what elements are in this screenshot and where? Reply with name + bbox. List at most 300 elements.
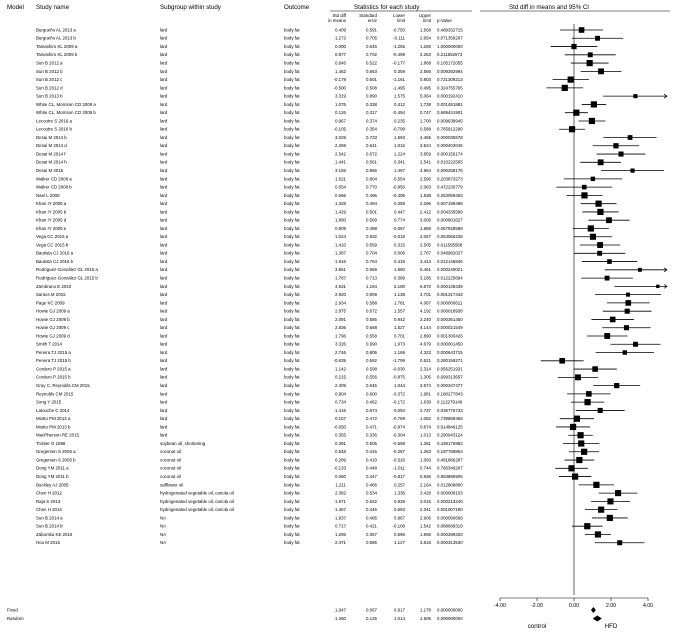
row-upper-limit-40: 0.521 [420, 358, 431, 364]
row-study-29: Rodríguez-González GL 2015 a [36, 267, 98, 273]
row-study-0: Burgueño AL 2013 a [36, 27, 76, 33]
row-lower-limit-47: -0.769 [392, 416, 405, 422]
row-outcome-62: body fat [284, 540, 300, 546]
row-outcome-19: body fat [284, 184, 300, 190]
row-study-56: Chen H 2012 [36, 490, 62, 496]
row-std-error-7: 0.508 [366, 85, 377, 91]
row-std-error-47: 0.472 [366, 416, 377, 422]
row-std-diff-19: 0.554 [335, 184, 346, 190]
row-subgroup-59: NA [160, 515, 167, 521]
row-p-value-62: 0.000313530 [437, 540, 463, 546]
row-upper-limit-22: 2.412 [420, 209, 431, 215]
row-p-value-3: 0.211552673 [437, 52, 463, 58]
row-upper-limit-16: 2.541 [420, 159, 431, 165]
point-estimate-32 [626, 293, 630, 297]
row-std-error-27: 0.704 [366, 250, 377, 256]
row-lower-limit-19: -0.956 [392, 184, 405, 190]
row-std-error-51: 0.416 [366, 449, 377, 455]
row-subgroup-18: lard [160, 176, 168, 182]
row-p-value-10: 0.689441901 [437, 110, 463, 116]
row-std-diff-16: 1.441 [335, 159, 346, 165]
row-std-diff-58: 1.467 [335, 507, 346, 513]
row-study-12: Lecoutre S 2016 b [36, 126, 72, 132]
row-std-diff-7: -0.500 [333, 85, 346, 91]
row-subgroup-6: lard [160, 77, 168, 83]
row-study-50: Trottier G 1998 [36, 440, 66, 446]
x-tick-label-0: -4.00 [494, 603, 506, 609]
row-study-38: Smith T 2014 [36, 341, 62, 347]
row-outcome-20: body fat [284, 192, 300, 198]
point-estimate-27 [597, 251, 602, 256]
row-subgroup-19: lard [160, 184, 168, 190]
row-study-22: Khan IY 2005 b [36, 209, 67, 215]
row-lower-limit-7: -1.495 [392, 85, 405, 91]
point-estimate-26 [597, 242, 603, 248]
row-outcome-26: body fat [284, 242, 300, 248]
row-std-diff-59: 1.937 [335, 515, 346, 521]
row-p-value-48: 0.914849125 [437, 424, 463, 430]
row-subgroup-52: coconut oil [160, 457, 181, 463]
row-std-error-10: 0.317 [366, 110, 377, 116]
point-estimate-59 [607, 515, 613, 521]
row-upper-limit-53: 0.744 [420, 465, 431, 471]
row-std-diff-32: 2.920 [335, 292, 346, 298]
row-lower-limit-32: 1.138 [394, 292, 405, 298]
point-estimate-6 [568, 77, 574, 83]
row-subgroup-21: lard [160, 201, 168, 207]
row-std-error-53: 0.448 [366, 465, 377, 471]
row-p-value-53: 0.766349297 [437, 465, 463, 471]
row-subgroup-57: hydrogenated vegetable oil, canola oil [160, 498, 234, 504]
row-study-55: Buckley AJ 2005 [36, 482, 69, 488]
point-estimate-24 [588, 225, 594, 231]
row-std-error-14: 0.641 [366, 143, 377, 149]
row-study-20: Nael L 2008 [36, 192, 60, 198]
row-lower-limit-61: 0.596 [394, 531, 405, 537]
row-std-error-28: 0.764 [366, 258, 377, 264]
row-std-diff-20: 0.566 [335, 192, 346, 198]
row-p-value-55: 0.012808800 [437, 482, 463, 488]
row-std-diff-39: 2.746 [335, 349, 346, 355]
row-study-9: White CL, Morrison CD 2009 a [36, 101, 96, 107]
row-outcome-1: body fat [284, 35, 300, 41]
row-std-diff-23: 1.890 [335, 217, 346, 223]
row-upper-limit-57: 3.015 [420, 498, 431, 504]
row-lower-limit-58: 0.593 [394, 507, 405, 513]
row-std-diff-45: 0.734 [335, 399, 346, 405]
row-std-error-17: 0.866 [366, 167, 377, 173]
point-estimate-49 [577, 432, 583, 438]
row-subgroup-14: lard [160, 143, 168, 149]
row-p-value-22: 0.004335589 [437, 209, 463, 215]
point-estimate-22 [597, 209, 603, 215]
row-study-11: Lecoutre S 2016 a [36, 118, 72, 124]
row-lower-limit-49: -0.304 [392, 432, 405, 438]
point-estimate-44 [586, 391, 592, 397]
row-subgroup-49: lard [160, 432, 168, 438]
row-lower-limit-16: 0.341 [394, 159, 405, 165]
row-upper-limit-1: 2.654 [420, 35, 431, 41]
row-study-57: Raja S 2013 [36, 498, 61, 504]
row-study-39: Pereira TJ 2015 a [36, 349, 71, 355]
row-lower-limit-57: 0.928 [394, 498, 405, 504]
row-upper-limit-32: 4.701 [420, 292, 431, 298]
row-upper-limit-3: 2.253 [420, 52, 431, 58]
row-std-diff-18: 1.021 [335, 176, 346, 182]
row-study-41: Cordero P 2015 a [36, 366, 71, 372]
row-std-diff-27: 1.387 [335, 250, 346, 256]
row-upper-limit-9: 1.738 [420, 101, 431, 107]
row-p-value-45: 0.112279149 [437, 399, 463, 405]
row-std-error-21: 0.494 [366, 201, 377, 207]
row-lower-limit-52: -0.516 [392, 457, 405, 463]
row-upper-limit-11: 1.700 [420, 118, 431, 124]
point-estimate-34 [625, 309, 630, 314]
point-estimate-0 [579, 27, 585, 33]
row-std-error-24: 0.498 [366, 225, 377, 231]
row-std-diff-13: 3.029 [335, 134, 346, 140]
row-lower-limit-28: 0.419 [394, 258, 405, 264]
row-std-diff-52: 0.289 [335, 457, 346, 463]
point-estimate-16 [598, 159, 604, 165]
row-lower-limit-40: -1.799 [392, 358, 405, 364]
summary-diamond-0 [591, 607, 596, 613]
row-std-diff-53: -0.133 [333, 465, 346, 471]
point-estimate-39 [623, 350, 627, 354]
p-value-header: p-Value [437, 18, 452, 23]
row-outcome-49: body fat [284, 432, 300, 438]
point-estimate-51 [581, 449, 587, 455]
row-p-value-16: 0.010222565 [437, 159, 463, 165]
row-outcome-28: body fat [284, 258, 300, 264]
row-lower-limit-10: -0.494 [392, 110, 405, 116]
row-outcome-29: body fat [284, 267, 300, 273]
row-std-diff-51: 0.548 [335, 449, 346, 455]
row-lower-limit-44: -0.372 [392, 391, 405, 397]
row-upper-limit-27: 2.767 [420, 250, 431, 256]
row-std-diff-0: 0.409 [335, 27, 346, 33]
row-std-error-20: 0.496 [366, 192, 377, 198]
row-upper-limit-37: 2.890 [420, 333, 431, 339]
row-std-error-33: 0.588 [366, 300, 377, 306]
row-lower-limit-43: 1.044 [394, 383, 405, 389]
row-outcome-8: body fat [284, 93, 300, 99]
row-study-1: Burgueño AL 2013 b [36, 35, 76, 41]
row-study-52: Gregersen S 2005 b [36, 457, 76, 463]
row-std-error-29: 0.969 [366, 267, 377, 273]
row-lower-limit-18: -0.554 [392, 176, 405, 182]
point-estimate-30 [605, 276, 610, 281]
point-estimate-40 [559, 358, 565, 364]
row-study-54: Dong YM 2011 b [36, 473, 69, 479]
row-lower-limit-11: 0.235 [394, 118, 405, 124]
row-outcome-23: body fat [284, 217, 300, 223]
point-estimate-50 [578, 440, 584, 446]
row-std-error-45: 0.462 [366, 399, 377, 405]
row-std-error-0: 0.591 [366, 27, 377, 33]
point-estimate-9 [591, 101, 597, 107]
row-upper-limit-47: 1.082 [420, 416, 431, 422]
row-std-error-55: 0.486 [366, 482, 377, 488]
row-outcome-2: body fat [284, 43, 300, 49]
row-upper-limit-30: 3.185 [420, 275, 431, 281]
summary-std-error-0: 0.067 [366, 607, 377, 613]
row-outcome-22: body fat [284, 209, 300, 215]
row-lower-limit-46: 0.094 [394, 407, 405, 413]
row-study-7: Sun B 2012 d [36, 85, 63, 91]
row-p-value-8: 0.000192410 [437, 93, 463, 99]
row-upper-limit-52: 1.093 [420, 457, 431, 463]
row-study-3: Tamashiro KL 2009 b [36, 52, 78, 58]
row-std-diff-34: 2.875 [335, 308, 346, 314]
row-std-error-48: 0.471 [366, 424, 377, 430]
row-std-diff-31: 4.531 [335, 283, 346, 289]
row-subgroup-33: lard [160, 300, 168, 306]
row-lower-limit-12: -0.799 [392, 126, 405, 132]
row-study-48: Miotto PM 2013 b [36, 424, 71, 430]
row-subgroup-5: lard [160, 68, 168, 74]
point-estimate-20 [581, 192, 587, 198]
row-outcome-24: body fat [284, 225, 300, 231]
row-std-diff-14: 2.268 [335, 143, 346, 149]
summary-std-diff-1: 1.260 [335, 615, 346, 621]
row-p-value-39: 0.000643715 [437, 349, 463, 355]
row-std-diff-38: 3.326 [335, 341, 346, 347]
row-subgroup-32: lard [160, 292, 168, 298]
row-subgroup-38: lard [160, 341, 168, 347]
row-upper-limit-58: 2.341 [420, 507, 431, 513]
row-outcome-31: body fat [284, 283, 300, 289]
row-p-value-46: 0.035776733 [437, 407, 463, 413]
row-study-23: Khan IY 2005 d [36, 217, 67, 223]
row-outcome-15: body fat [284, 151, 300, 157]
row-subgroup-31: lard [160, 283, 168, 289]
std-diff-header-1: Std diff [332, 13, 346, 18]
row-subgroup-1: lard [160, 35, 168, 41]
point-estimate-54 [572, 473, 578, 479]
row-outcome-60: body fat [284, 523, 300, 529]
point-estimate-13 [628, 135, 633, 140]
row-p-value-56: 0.000008103 [437, 490, 463, 496]
point-estimate-56 [615, 490, 621, 496]
summary-model-1: Random [7, 615, 24, 621]
row-study-27: Bautista CJ 2016 a [36, 250, 74, 256]
row-lower-limit-1: -0.111 [393, 35, 405, 41]
row-std-diff-50: 0.391 [335, 440, 346, 446]
row-upper-limit-20: 1.538 [420, 192, 431, 198]
row-outcome-55: body fat [284, 482, 300, 488]
row-subgroup-0: lard [160, 27, 168, 33]
point-estimate-60 [584, 523, 590, 529]
row-outcome-38: body fat [284, 341, 300, 347]
row-study-10: White CL, Morrison CD 2009 b [36, 110, 96, 116]
row-outcome-36: body fat [284, 325, 300, 331]
row-lower-limit-2: -1.265 [392, 43, 405, 49]
row-p-value-47: 0.739859459 [437, 416, 463, 422]
row-outcome-10: body fat [284, 110, 300, 116]
row-lower-limit-26: 0.315 [394, 242, 405, 248]
row-std-diff-9: 1.075 [335, 101, 346, 107]
row-std-error-52: 0.410 [366, 457, 377, 463]
row-upper-limit-43: 3.574 [420, 383, 431, 389]
point-estimate-21 [595, 201, 601, 207]
row-std-error-31: 1.194 [366, 283, 377, 289]
row-subgroup-30: lard [160, 275, 168, 281]
lower-limit-header-2: limit [397, 18, 405, 23]
row-lower-limit-48: -0.974 [392, 424, 405, 430]
row-upper-limit-4: 1.868 [420, 60, 431, 66]
row-lower-limit-51: -0.267 [392, 449, 405, 455]
x-tick-label-1: -2.00 [531, 603, 543, 609]
row-std-error-5: 0.563 [366, 68, 377, 74]
row-std-diff-40: -0.639 [333, 358, 346, 364]
row-p-value-24: 0.067928589 [437, 225, 463, 231]
row-upper-limit-33: 4.087 [420, 300, 431, 306]
row-p-value-57: 0.000213240 [437, 498, 463, 504]
row-std-error-2: 0.645 [366, 43, 377, 49]
row-lower-limit-9: 0.412 [394, 101, 405, 107]
row-std-diff-37: 1.796 [335, 333, 346, 339]
row-upper-limit-28: 3.413 [420, 258, 431, 264]
row-subgroup-44: lard [160, 391, 168, 397]
row-subgroup-56: hydrogenated vegetable oil, canola oil [160, 490, 234, 496]
row-std-error-23: 0.569 [366, 217, 377, 223]
row-lower-limit-29: 1.660 [394, 267, 405, 273]
point-estimate-19 [582, 185, 587, 190]
row-p-value-5: 0.009392994 [437, 68, 463, 74]
row-outcome-3: body fat [284, 52, 300, 58]
row-outcome-17: body fat [284, 167, 300, 173]
row-p-value-11: 0.009638945 [437, 118, 463, 124]
point-estimate-8 [633, 94, 637, 98]
row-outcome-11: body fat [284, 118, 300, 124]
row-study-21: Khan IY 2005 a [36, 201, 67, 207]
row-study-26: Vega CC 2015 b [36, 242, 69, 248]
x-tick-label-4: 4.00 [642, 603, 654, 609]
row-subgroup-34: lard [160, 308, 168, 314]
row-outcome-5: body fat [284, 68, 300, 74]
row-upper-limit-29: 5.461 [420, 267, 431, 273]
hfd-label: HFD [604, 623, 618, 630]
row-upper-limit-5: 2.565 [420, 68, 431, 74]
row-lower-limit-59: 0.967 [394, 515, 405, 521]
row-std-error-39: 0.805 [366, 349, 377, 355]
point-estimate-42 [575, 374, 581, 380]
row-subgroup-51: coconut oil [160, 449, 181, 455]
row-upper-limit-21: 2.296 [420, 201, 431, 207]
row-subgroup-58: hydrogenated vegetable oil, canola oil [160, 507, 234, 513]
row-subgroup-26: lard [160, 242, 168, 248]
row-p-value-19: 0.472230779 [437, 184, 463, 190]
row-std-diff-60: 0.717 [335, 523, 346, 529]
row-outcome-50: body fat [284, 440, 300, 446]
row-lower-limit-21: 0.359 [394, 201, 405, 207]
row-subgroup-50: soybean oil, shortening [160, 440, 206, 446]
point-estimate-5 [598, 68, 604, 74]
row-std-diff-46: 1.416 [335, 407, 346, 413]
row-outcome-37: body fat [284, 333, 300, 339]
row-upper-limit-26: 2.505 [420, 242, 431, 248]
row-p-value-43: 0.000347477 [437, 383, 463, 389]
row-outcome-6: body fat [284, 77, 300, 83]
row-p-value-41: 0.056251931 [437, 366, 463, 372]
row-study-34: Howie GJ 2009 a [36, 308, 70, 314]
row-std-error-59: 0.495 [366, 515, 377, 521]
row-upper-limit-31: 6.872 [420, 283, 431, 289]
point-estimate-28 [607, 259, 612, 264]
row-std-error-37: 0.558 [366, 333, 377, 339]
row-lower-limit-23: 0.774 [394, 217, 405, 223]
row-lower-limit-8: 1.575 [394, 93, 405, 99]
summary-p-value-0: 0.000000000 [437, 607, 463, 613]
row-p-value-51: 0.187768863 [437, 449, 463, 455]
row-std-diff-56: 2.382 [335, 490, 346, 496]
row-std-diff-26: 1.410 [335, 242, 346, 248]
row-upper-limit-12: 0.588 [420, 126, 431, 132]
row-std-error-4: 0.522 [366, 60, 377, 66]
row-outcome-43: body fat [284, 383, 300, 389]
row-std-diff-30: 1.787 [335, 275, 346, 281]
row-subgroup-36: lard [160, 325, 168, 331]
row-std-error-57: 0.532 [366, 498, 377, 504]
row-study-15: Desai M 2014 f [36, 151, 66, 157]
row-upper-limit-56: 3.428 [420, 490, 431, 496]
point-estimate-14 [613, 143, 618, 148]
row-std-error-19: 0.770 [366, 184, 377, 190]
row-upper-limit-10: 0.747 [420, 110, 431, 116]
row-p-value-23: 0.000901627 [437, 217, 463, 223]
row-subgroup-17: lard [160, 167, 168, 173]
row-study-17: Desai M 2015 [36, 167, 64, 173]
point-estimate-45 [584, 399, 590, 405]
row-subgroup-48: lard [160, 424, 168, 430]
point-estimate-43 [614, 383, 619, 388]
row-outcome-41: body fat [284, 366, 300, 372]
row-std-diff-33: 2.934 [335, 300, 346, 306]
row-subgroup-54: coconut oil [160, 473, 181, 479]
statistics-header: Statistics for each study [354, 4, 420, 11]
row-upper-limit-17: 4.864 [420, 167, 431, 173]
row-lower-limit-3: -0.499 [392, 52, 405, 58]
row-study-30: Rodríguez-González GL 2015 b [36, 275, 98, 281]
row-std-error-35: 0.586 [366, 316, 377, 322]
row-upper-limit-44: 1.981 [420, 391, 431, 397]
point-estimate-48 [570, 424, 576, 430]
row-std-error-22: 0.501 [366, 209, 377, 215]
row-outcome-54: body fat [284, 473, 300, 479]
row-std-error-41: 0.598 [366, 366, 377, 372]
point-estimate-58 [598, 507, 604, 513]
row-std-diff-44: 0.804 [335, 391, 346, 397]
row-subgroup-22: lard [160, 209, 168, 215]
row-outcome-51: body fat [284, 449, 300, 455]
row-std-diff-47: 0.157 [335, 416, 346, 422]
row-subgroup-39: lard [160, 349, 168, 355]
row-lower-limit-4: -0.177 [392, 60, 405, 66]
row-study-46: Latouche C 2014 [36, 407, 70, 413]
row-outcome-33: body fat [284, 300, 300, 306]
row-outcome-58: body fat [284, 507, 300, 513]
row-p-value-25: 0.054066228 [437, 234, 463, 240]
row-std-diff-25: 1.024 [335, 234, 346, 240]
row-std-error-18: 0.804 [366, 176, 377, 182]
summary-std-error-1: 0.125 [366, 615, 377, 621]
row-upper-limit-48: 0.874 [420, 424, 431, 430]
row-study-62: Hou M 2015 [36, 540, 60, 546]
row-std-diff-17: 3.165 [335, 167, 346, 173]
upper-limit-header-1: Upper [419, 13, 431, 18]
row-subgroup-12: lard [160, 126, 168, 132]
